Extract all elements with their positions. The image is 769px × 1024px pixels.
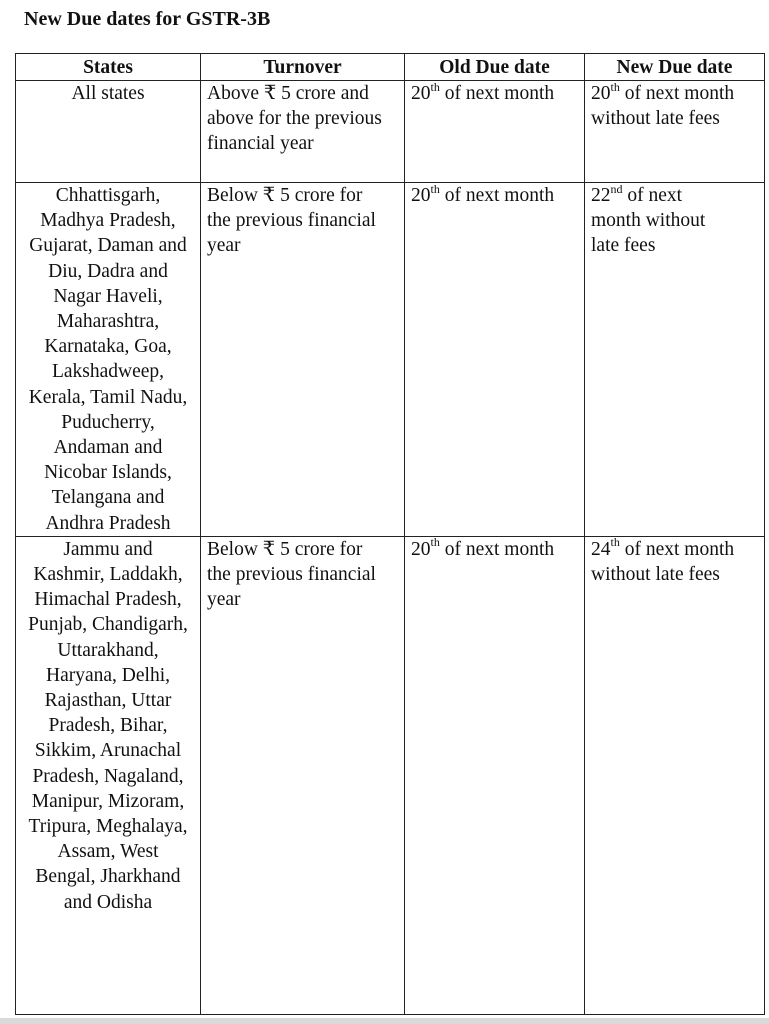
new-due-day-suffix: th: [610, 79, 620, 94]
new-due-date-cell: [585, 81, 765, 183]
new-due-day-suffix: nd: [610, 181, 623, 196]
gstr-3b-due-dates-table: [15, 53, 765, 1015]
old-due-date-text: of next month: [439, 83, 555, 104]
page-bottom-edge: [0, 1018, 769, 1024]
old-due-day: 20: [411, 83, 431, 104]
turnover-cell: Above ₹ 5 crore and above for the previous financial year: [201, 81, 405, 183]
table-row: [16, 536, 765, 1014]
old-due-day: 20: [411, 185, 431, 206]
new-due-day: 20: [591, 83, 611, 104]
turnover-cell: Below ₹ 5 crore for the previous financial year: [201, 536, 405, 1014]
old-due-day-suffix: th: [430, 79, 440, 94]
new-due-day: 22: [591, 185, 611, 206]
new-due-day: 24: [591, 538, 611, 560]
header-old-due-date: Old Due date: [405, 54, 585, 81]
new-due-date-text: of next month without late fees: [591, 538, 735, 586]
new-due-day-suffix: th: [610, 535, 620, 550]
new-due-date-cell: [585, 183, 765, 537]
old-due-day-suffix: th: [430, 181, 440, 196]
old-due-day-suffix: th: [430, 535, 440, 550]
table-row: [16, 81, 765, 183]
old-due-date-text: of next month: [439, 185, 555, 206]
states-cell: Chhattisgarh, Madhya Pradesh, Gujarat, Daman and Diu, Dadra and Nagar Haveli, Maharashtra, Karnataka, Goa, Lakshadweep, Kerala, Tamil Nadu, Puducherry, Andaman and Nicobar Islands, Telangana and Andhra Pradesh: [16, 183, 201, 537]
new-due-date-text: of next month without late fees: [591, 83, 735, 130]
old-due-date-cell: [405, 183, 585, 537]
header-new-due-date: New Due date: [585, 54, 765, 81]
old-due-day: 20: [411, 538, 431, 560]
old-due-date-text: of next month: [439, 538, 555, 560]
new-due-date-cell: [585, 536, 765, 1014]
header-row: [16, 54, 765, 81]
states-cell: All states: [16, 81, 201, 183]
header-turnover: Turnover: [201, 54, 405, 81]
states-cell: Jammu and Kashmir, Laddakh, Himachal Pradesh, Punjab, Chandigarh, Uttarakhand, Haryana, Delhi, Rajasthan, Uttar Pradesh, Bihar, Sikkim, Arunachal Pradesh, Nagaland, Manipur, Mizoram, Tripura, Meghalaya, Assam, West Bengal, Jharkhand and Odisha: [16, 536, 201, 1014]
turnover-cell: Below ₹ 5 crore for the previous financial year: [201, 183, 405, 537]
new-due-date-text: of next month without late fees: [591, 185, 706, 257]
document-title: New Due dates for GSTR-3B: [24, 8, 271, 30]
header-states: States: [16, 54, 201, 81]
table-header: [16, 54, 765, 81]
table-row: [16, 183, 765, 537]
old-due-date-cell: [405, 81, 585, 183]
old-due-date-cell: [405, 536, 585, 1014]
